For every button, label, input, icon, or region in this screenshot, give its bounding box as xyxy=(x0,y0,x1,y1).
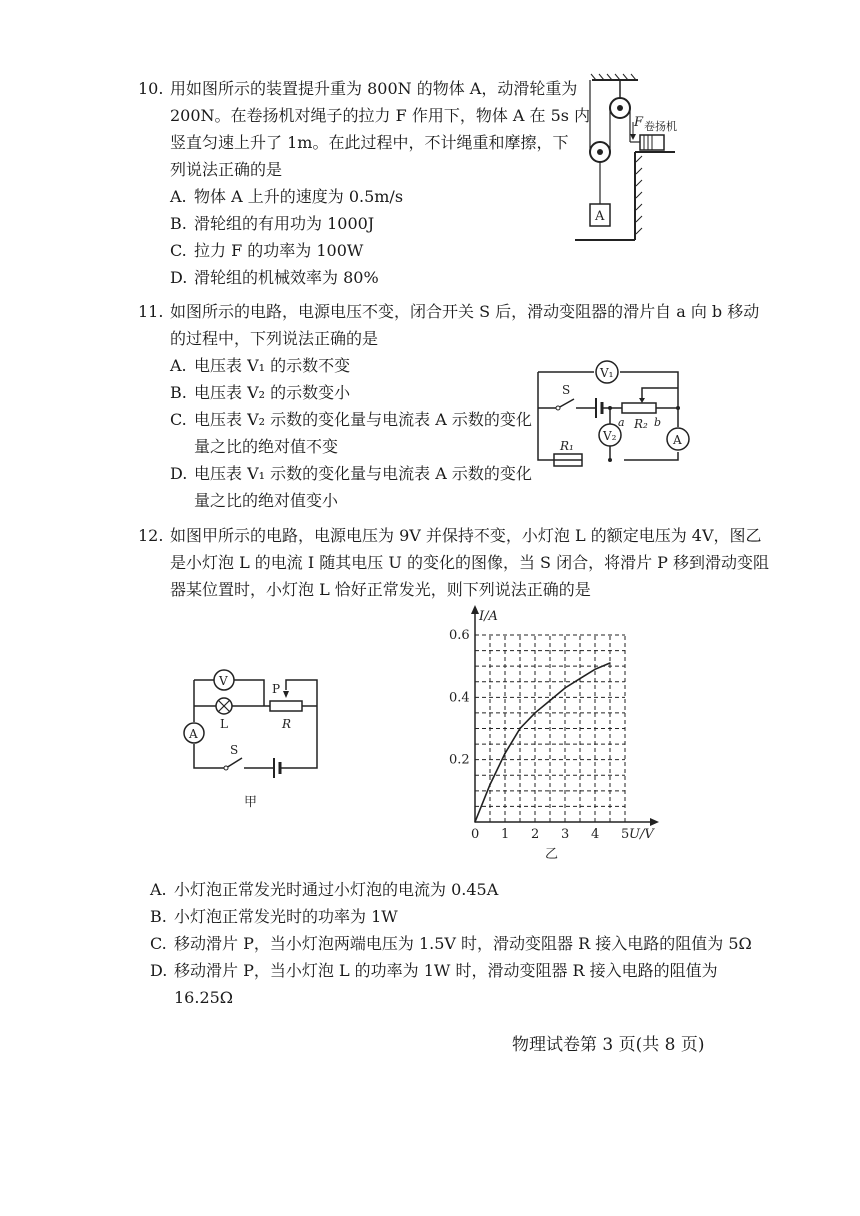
option-b xyxy=(170,210,578,237)
option-a xyxy=(170,183,578,210)
series-point xyxy=(504,753,506,755)
question-stem-line: 如图甲所示的电路，电源电压为 9V 并保持不变，小灯泡 L 的额定电压为 4V，图乙 xyxy=(170,526,762,545)
series-line xyxy=(475,663,610,822)
question-stem-line: 竖直匀速上升了 1m。在此过程中，不计绳重和摩擦，下 xyxy=(170,133,569,152)
option-letter: A. xyxy=(170,187,187,206)
question-stem-line: 的过程中，下列说法正确的是 xyxy=(170,329,379,348)
option-letter: A. xyxy=(150,880,167,899)
option-text: 物体 A 上升的速度为 0.5m/s xyxy=(194,187,404,206)
slider-label: P xyxy=(272,682,281,696)
option-text: 移动滑片 P，当小灯泡 L 的功率为 1W 时，滑动变阻器 R 接入电路的阻值为 xyxy=(174,961,718,980)
option-d xyxy=(170,264,578,291)
option-text: 滑轮组的有用功为 1000J xyxy=(194,214,375,233)
option-text: 拉力 F 的功率为 100W xyxy=(194,241,364,260)
x-tick-label: 0 xyxy=(471,827,480,842)
question-12-options xyxy=(150,876,750,1011)
voltmeter-v2-label: V₂ xyxy=(603,429,617,443)
force-label: F xyxy=(634,115,644,130)
option-letter: B. xyxy=(170,383,187,402)
y-axis-label: I/A xyxy=(479,609,498,624)
question-12 xyxy=(138,522,770,603)
winch-label: 卷扬机 xyxy=(644,120,677,133)
option-letter: C. xyxy=(170,241,187,260)
option-text: 电压表 V₁ 的示数不变 xyxy=(194,356,351,375)
option-letter: B. xyxy=(170,214,187,233)
circuit-jia xyxy=(182,660,332,810)
question-stem-line: 用如图所示的装置提升重为 800N 的物体 A，动滑轮重为 xyxy=(170,79,578,98)
option-text: 滑轮组的机械效率为 80% xyxy=(194,268,379,287)
ammeter-label: A xyxy=(189,727,198,741)
option-text: 小灯泡正常发光时的功率为 1W xyxy=(174,907,398,926)
question-stem-line: 器某位置时，小灯泡 L 恰好正常发光，则下列说法正确的是 xyxy=(170,580,591,599)
y-tick-label: 0.6 xyxy=(449,628,470,643)
x-tick-label: 5 xyxy=(621,827,630,842)
option-text: 电压表 V₂ 的示数变小 xyxy=(194,383,351,402)
x-tick-label: 3 xyxy=(561,827,570,842)
page-footer: 物理试卷第 3 页(共 8 页) xyxy=(512,1035,705,1055)
option-letter: D. xyxy=(170,464,188,483)
question-stem-line: 列说法正确的是 xyxy=(170,160,283,179)
series-point xyxy=(579,678,581,680)
r2-label: R₂ xyxy=(634,417,648,431)
question-number: 12. xyxy=(138,526,164,545)
switch-label: S xyxy=(230,743,239,757)
option-letter: C. xyxy=(150,934,167,953)
option-letter: D. xyxy=(170,268,188,287)
end-a-label: a xyxy=(618,416,625,429)
rheostat-label: R xyxy=(282,717,292,731)
switch-label: S xyxy=(562,383,571,397)
option-c xyxy=(170,237,578,264)
x-axis-label: U/V xyxy=(629,827,654,842)
x-tick-label: 1 xyxy=(501,827,510,842)
question-stem-line: 如图所示的电路，电源电压不变，闭合开关 S 后，滑动变阻器的滑片自 a 向 b 移动 xyxy=(170,302,760,321)
series-point xyxy=(564,687,566,689)
question-10 xyxy=(138,75,591,291)
series-point xyxy=(549,700,551,702)
voltmeter-label: V xyxy=(219,674,228,688)
voltmeter-v1-label: V₁ xyxy=(600,366,614,380)
option-letter: C. xyxy=(170,410,187,429)
question-stem-line: 是小灯泡 L 的电流 I 随其电压 U 的变化的图像，当 S 闭合，将滑片 P 移到滑动变阻 xyxy=(170,553,770,572)
option-text-continued: 量之比的绝对值变小 xyxy=(194,491,339,510)
option-text: 电压表 V₂ 示数的变化量与电流表 A 示数的变化 xyxy=(194,410,532,429)
block-label: A xyxy=(595,209,605,224)
option-letter: D. xyxy=(150,961,168,980)
option-letter: A. xyxy=(170,356,187,375)
lamp-label: L xyxy=(220,717,228,731)
option-d xyxy=(150,957,750,984)
series-point xyxy=(489,784,491,786)
question-number: 10. xyxy=(138,79,164,98)
option-b xyxy=(150,903,750,930)
series-point xyxy=(594,668,596,670)
question-stem-line: 200N。在卷扬机对绳子的拉力 F 作用下，物体 A 在 5s 内 xyxy=(170,106,591,125)
chart-grid xyxy=(475,635,625,822)
r1-label: R₁ xyxy=(560,439,574,453)
option-a xyxy=(150,876,750,903)
rheostat-r2 xyxy=(622,403,656,413)
y-tick-label: 0.4 xyxy=(449,690,470,706)
series-point xyxy=(609,662,611,664)
ammeter-label: A xyxy=(673,433,682,447)
option-text: 移动滑片 P，当小灯泡两端电压为 1.5V 时，滑动变阻器 R 接入电路的阻值为 5Ω xyxy=(174,934,752,953)
option-text: 电压表 V₁ 示数的变化量与电流表 A 示数的变化 xyxy=(194,464,532,483)
series-point xyxy=(519,728,521,730)
question-number: 11. xyxy=(138,302,164,321)
series-point xyxy=(474,821,476,823)
y-tick-label: 0.2 xyxy=(449,752,470,768)
q11-circuit xyxy=(530,352,700,470)
figure-caption: 甲 xyxy=(244,795,258,810)
option-c xyxy=(150,930,750,957)
x-tick-label: 2 xyxy=(531,827,540,842)
iu-chart xyxy=(445,600,665,862)
option-text-continued: 量之比的绝对值不变 xyxy=(194,437,339,456)
end-b-label: b xyxy=(654,416,662,429)
chart-caption: 乙 xyxy=(545,847,559,862)
option-text: 小灯泡正常发光时通过小灯泡的电流为 0.45A xyxy=(174,880,499,899)
series-point xyxy=(534,712,536,714)
rheostat-r xyxy=(270,701,302,711)
option-letter: B. xyxy=(150,907,167,926)
option-text-continued: 16.25Ω xyxy=(174,988,234,1007)
x-tick-label: 4 xyxy=(591,827,600,842)
pulley-figure xyxy=(570,72,680,247)
